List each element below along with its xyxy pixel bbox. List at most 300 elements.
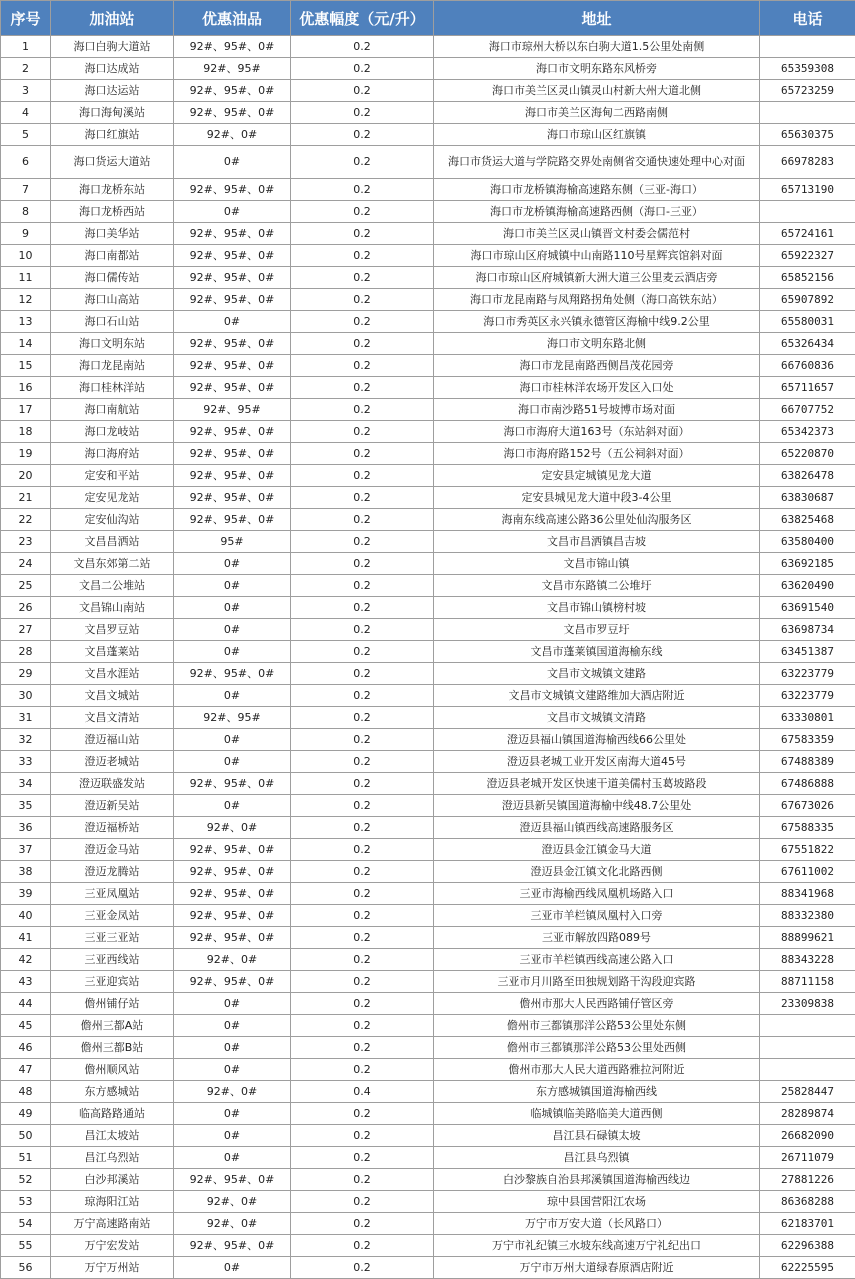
cell-address: 定安县定城镇见龙大道 bbox=[434, 465, 760, 487]
cell-phone: 66978283 bbox=[760, 146, 855, 179]
cell-index: 17 bbox=[1, 399, 51, 421]
header-discount: 优惠幅度（元/升） bbox=[291, 1, 434, 36]
cell-index: 29 bbox=[1, 663, 51, 685]
table-row bbox=[1, 1081, 855, 1103]
table-row bbox=[1, 1125, 855, 1147]
table-row bbox=[1, 1235, 855, 1257]
cell-index: 42 bbox=[1, 949, 51, 971]
cell-station: 白沙邦溪站 bbox=[51, 1169, 174, 1191]
cell-discount: 0.2 bbox=[291, 531, 434, 553]
cell-address: 海口市货运大道与学院路交界处南侧省交通快速处理中心对面 bbox=[434, 146, 760, 179]
cell-phone: 63620490 bbox=[760, 575, 855, 597]
table-row bbox=[1, 641, 855, 663]
cell-address: 文昌市锦山镇 bbox=[434, 553, 760, 575]
cell-index: 5 bbox=[1, 124, 51, 146]
cell-phone: 67611002 bbox=[760, 861, 855, 883]
cell-phone: 66760836 bbox=[760, 355, 855, 377]
header-address: 地址 bbox=[434, 1, 760, 36]
cell-phone: 65326434 bbox=[760, 333, 855, 355]
cell-station: 三亚凤凰站 bbox=[51, 883, 174, 905]
cell-address: 昌江县石碌镇太坡 bbox=[434, 1125, 760, 1147]
cell-index: 30 bbox=[1, 685, 51, 707]
table-row bbox=[1, 883, 855, 905]
cell-fuel: 0# bbox=[174, 1257, 291, 1279]
cell-phone bbox=[760, 1037, 855, 1059]
cell-phone bbox=[760, 36, 855, 58]
cell-index: 10 bbox=[1, 245, 51, 267]
table-row bbox=[1, 1169, 855, 1191]
table-row bbox=[1, 795, 855, 817]
cell-phone: 67588335 bbox=[760, 817, 855, 839]
cell-phone: 62296388 bbox=[760, 1235, 855, 1257]
cell-index: 23 bbox=[1, 531, 51, 553]
cell-index: 53 bbox=[1, 1191, 51, 1213]
cell-discount: 0.2 bbox=[291, 575, 434, 597]
cell-index: 13 bbox=[1, 311, 51, 333]
cell-index: 40 bbox=[1, 905, 51, 927]
cell-index: 46 bbox=[1, 1037, 51, 1059]
cell-station: 海口达运站 bbox=[51, 80, 174, 102]
cell-discount: 0.2 bbox=[291, 685, 434, 707]
cell-discount: 0.2 bbox=[291, 311, 434, 333]
cell-phone: 65852156 bbox=[760, 267, 855, 289]
cell-index: 44 bbox=[1, 993, 51, 1015]
cell-index: 6 bbox=[1, 146, 51, 179]
cell-station: 海口海府站 bbox=[51, 443, 174, 465]
cell-phone: 67583359 bbox=[760, 729, 855, 751]
cell-phone bbox=[760, 201, 855, 223]
table-row bbox=[1, 421, 855, 443]
cell-station: 文昌锦山南站 bbox=[51, 597, 174, 619]
cell-station: 海口南都站 bbox=[51, 245, 174, 267]
table-row bbox=[1, 597, 855, 619]
header-fuel: 优惠油品 bbox=[174, 1, 291, 36]
cell-index: 50 bbox=[1, 1125, 51, 1147]
cell-phone: 28289874 bbox=[760, 1103, 855, 1125]
cell-fuel: 0# bbox=[174, 597, 291, 619]
cell-discount: 0.2 bbox=[291, 179, 434, 201]
header-index: 序号 bbox=[1, 1, 51, 36]
cell-fuel: 92#、0# bbox=[174, 949, 291, 971]
cell-station: 海口文明东站 bbox=[51, 333, 174, 355]
cell-discount: 0.2 bbox=[291, 817, 434, 839]
cell-fuel: 0# bbox=[174, 553, 291, 575]
table-row bbox=[1, 993, 855, 1015]
cell-index: 11 bbox=[1, 267, 51, 289]
table-row bbox=[1, 377, 855, 399]
header-station: 加油站 bbox=[51, 1, 174, 36]
cell-address: 海南东线高速公路36公里处仙沟服务区 bbox=[434, 509, 760, 531]
cell-phone: 65907892 bbox=[760, 289, 855, 311]
cell-station: 澄迈福山站 bbox=[51, 729, 174, 751]
cell-discount: 0.2 bbox=[291, 729, 434, 751]
table-row bbox=[1, 1257, 855, 1279]
cell-station: 海口儒传站 bbox=[51, 267, 174, 289]
cell-phone: 88899621 bbox=[760, 927, 855, 949]
cell-fuel: 0# bbox=[174, 1059, 291, 1081]
cell-station: 文昌二公堆站 bbox=[51, 575, 174, 597]
cell-fuel: 92#、0# bbox=[174, 1191, 291, 1213]
cell-phone bbox=[760, 1059, 855, 1081]
cell-discount: 0.2 bbox=[291, 949, 434, 971]
cell-index: 32 bbox=[1, 729, 51, 751]
cell-address: 文昌市罗豆圩 bbox=[434, 619, 760, 641]
cell-phone: 67673026 bbox=[760, 795, 855, 817]
cell-index: 9 bbox=[1, 223, 51, 245]
cell-fuel: 92#、95#、0# bbox=[174, 927, 291, 949]
cell-phone: 88332380 bbox=[760, 905, 855, 927]
cell-discount: 0.2 bbox=[291, 102, 434, 124]
cell-fuel: 92#、95#、0# bbox=[174, 663, 291, 685]
cell-index: 4 bbox=[1, 102, 51, 124]
cell-address: 儋州市三都镇那洋公路53公里处东侧 bbox=[434, 1015, 760, 1037]
cell-fuel: 92#、95#、0# bbox=[174, 245, 291, 267]
cell-address: 文昌市文城镇文清路 bbox=[434, 707, 760, 729]
cell-address: 万宁市万安大道（长风路口） bbox=[434, 1213, 760, 1235]
cell-discount: 0.2 bbox=[291, 751, 434, 773]
cell-fuel: 95# bbox=[174, 531, 291, 553]
cell-station: 三亚三亚站 bbox=[51, 927, 174, 949]
table-row bbox=[1, 487, 855, 509]
cell-fuel: 92#、95#、0# bbox=[174, 839, 291, 861]
cell-address: 文昌市文城镇文建路维加大酒店附近 bbox=[434, 685, 760, 707]
table-row bbox=[1, 1059, 855, 1081]
cell-address: 儋州市三都镇那洋公路53公里处西侧 bbox=[434, 1037, 760, 1059]
cell-station: 定安和平站 bbox=[51, 465, 174, 487]
table-row bbox=[1, 751, 855, 773]
cell-station: 澄迈福桥站 bbox=[51, 817, 174, 839]
cell-phone: 65359308 bbox=[760, 58, 855, 80]
cell-station: 海口红旗站 bbox=[51, 124, 174, 146]
cell-fuel: 0# bbox=[174, 575, 291, 597]
cell-address: 海口市龙昆南路与凤翔路拐角处侧（海口高铁东站） bbox=[434, 289, 760, 311]
cell-address: 昌江县乌烈镇 bbox=[434, 1147, 760, 1169]
cell-discount: 0.2 bbox=[291, 1257, 434, 1279]
cell-station: 琼海阳江站 bbox=[51, 1191, 174, 1213]
cell-discount: 0.2 bbox=[291, 861, 434, 883]
cell-phone: 65342373 bbox=[760, 421, 855, 443]
cell-phone: 88343228 bbox=[760, 949, 855, 971]
table-row bbox=[1, 707, 855, 729]
cell-phone: 65580031 bbox=[760, 311, 855, 333]
cell-index: 43 bbox=[1, 971, 51, 993]
table-row bbox=[1, 289, 855, 311]
cell-fuel: 92#、95#、0# bbox=[174, 1169, 291, 1191]
cell-discount: 0.2 bbox=[291, 36, 434, 58]
cell-discount: 0.2 bbox=[291, 707, 434, 729]
cell-address: 三亚市月川路至田独规划路干沟段迎宾路 bbox=[434, 971, 760, 993]
table-row bbox=[1, 729, 855, 751]
cell-index: 2 bbox=[1, 58, 51, 80]
cell-fuel: 0# bbox=[174, 1015, 291, 1037]
cell-discount: 0.2 bbox=[291, 201, 434, 223]
cell-station: 三亚金凤站 bbox=[51, 905, 174, 927]
cell-fuel: 0# bbox=[174, 1103, 291, 1125]
cell-index: 34 bbox=[1, 773, 51, 795]
cell-fuel: 92#、0# bbox=[174, 124, 291, 146]
table-row bbox=[1, 102, 855, 124]
cell-station: 海口桂林洋站 bbox=[51, 377, 174, 399]
cell-discount: 0.2 bbox=[291, 839, 434, 861]
table-row bbox=[1, 36, 855, 58]
cell-station: 定安见龙站 bbox=[51, 487, 174, 509]
cell-address: 海口市秀英区永兴镇永德管区海榆中线9.2公里 bbox=[434, 311, 760, 333]
cell-discount: 0.2 bbox=[291, 289, 434, 311]
cell-discount: 0.2 bbox=[291, 377, 434, 399]
cell-discount: 0.2 bbox=[291, 641, 434, 663]
table-row bbox=[1, 1191, 855, 1213]
cell-station: 三亚西线站 bbox=[51, 949, 174, 971]
cell-discount: 0.2 bbox=[291, 124, 434, 146]
cell-phone: 63698734 bbox=[760, 619, 855, 641]
cell-index: 48 bbox=[1, 1081, 51, 1103]
table-row bbox=[1, 443, 855, 465]
cell-address: 海口市南沙路51号坡博市场对面 bbox=[434, 399, 760, 421]
cell-station: 海口海甸溪站 bbox=[51, 102, 174, 124]
cell-index: 31 bbox=[1, 707, 51, 729]
cell-address: 文昌市锦山镇榜村坡 bbox=[434, 597, 760, 619]
table-row bbox=[1, 1147, 855, 1169]
cell-discount: 0.2 bbox=[291, 993, 434, 1015]
cell-discount: 0.2 bbox=[291, 223, 434, 245]
cell-station: 海口龙桥东站 bbox=[51, 179, 174, 201]
cell-address: 海口市文明东路东风桥旁 bbox=[434, 58, 760, 80]
cell-address: 海口市琼山区红旗镇 bbox=[434, 124, 760, 146]
cell-fuel: 92#、95#、0# bbox=[174, 289, 291, 311]
cell-address: 海口市美兰区海甸二西路南侧 bbox=[434, 102, 760, 124]
header-phone: 电话 bbox=[760, 1, 855, 36]
cell-index: 51 bbox=[1, 1147, 51, 1169]
cell-station: 东方感城站 bbox=[51, 1081, 174, 1103]
cell-discount: 0.2 bbox=[291, 509, 434, 531]
table-row bbox=[1, 333, 855, 355]
cell-address: 文昌市昌洒镇昌吉坡 bbox=[434, 531, 760, 553]
cell-fuel: 0# bbox=[174, 729, 291, 751]
cell-discount: 0.2 bbox=[291, 1191, 434, 1213]
cell-fuel: 0# bbox=[174, 1125, 291, 1147]
cell-index: 16 bbox=[1, 377, 51, 399]
table-body bbox=[1, 36, 855, 1279]
cell-station: 文昌文清站 bbox=[51, 707, 174, 729]
cell-address: 海口市琼州大桥以东白驹大道1.5公里处南侧 bbox=[434, 36, 760, 58]
cell-discount: 0.2 bbox=[291, 1235, 434, 1257]
cell-discount: 0.2 bbox=[291, 333, 434, 355]
cell-station: 定安仙沟站 bbox=[51, 509, 174, 531]
cell-discount: 0.2 bbox=[291, 487, 434, 509]
cell-phone: 63223779 bbox=[760, 663, 855, 685]
cell-discount: 0.2 bbox=[291, 465, 434, 487]
cell-fuel: 92#、95#、0# bbox=[174, 333, 291, 355]
cell-station: 海口南航站 bbox=[51, 399, 174, 421]
cell-station: 澄迈金马站 bbox=[51, 839, 174, 861]
table-row bbox=[1, 223, 855, 245]
cell-discount: 0.2 bbox=[291, 663, 434, 685]
table-row bbox=[1, 817, 855, 839]
cell-discount: 0.2 bbox=[291, 773, 434, 795]
cell-fuel: 92#、95#、0# bbox=[174, 179, 291, 201]
cell-station: 海口龙桥西站 bbox=[51, 201, 174, 223]
cell-station: 海口石山站 bbox=[51, 311, 174, 333]
cell-phone: 65220870 bbox=[760, 443, 855, 465]
cell-address: 三亚市羊栏镇凤凰村入口旁 bbox=[434, 905, 760, 927]
cell-fuel: 92#、95#、0# bbox=[174, 355, 291, 377]
cell-fuel: 0# bbox=[174, 619, 291, 641]
cell-station: 海口美华站 bbox=[51, 223, 174, 245]
cell-discount: 0.2 bbox=[291, 58, 434, 80]
table-row bbox=[1, 1103, 855, 1125]
header-row bbox=[1, 1, 855, 36]
cell-station: 海口龙岐站 bbox=[51, 421, 174, 443]
cell-fuel: 92#、95#、0# bbox=[174, 509, 291, 531]
cell-phone: 23309838 bbox=[760, 993, 855, 1015]
cell-fuel: 92#、95#、0# bbox=[174, 1235, 291, 1257]
cell-discount: 0.2 bbox=[291, 619, 434, 641]
cell-discount: 0.2 bbox=[291, 443, 434, 465]
cell-fuel: 92#、95#、0# bbox=[174, 487, 291, 509]
cell-phone: 27881226 bbox=[760, 1169, 855, 1191]
cell-discount: 0.2 bbox=[291, 1037, 434, 1059]
cell-phone: 63451387 bbox=[760, 641, 855, 663]
cell-phone: 26682090 bbox=[760, 1125, 855, 1147]
table-row bbox=[1, 971, 855, 993]
cell-index: 14 bbox=[1, 333, 51, 355]
cell-phone: 65630375 bbox=[760, 124, 855, 146]
table-row bbox=[1, 575, 855, 597]
cell-fuel: 92#、95#、0# bbox=[174, 861, 291, 883]
table-row bbox=[1, 1037, 855, 1059]
table-row bbox=[1, 531, 855, 553]
table-row bbox=[1, 1213, 855, 1235]
cell-address: 澄迈县新吴镇国道海榆中线48.7公里处 bbox=[434, 795, 760, 817]
cell-phone: 67551822 bbox=[760, 839, 855, 861]
cell-index: 36 bbox=[1, 817, 51, 839]
table-row bbox=[1, 839, 855, 861]
cell-index: 20 bbox=[1, 465, 51, 487]
cell-station: 海口山高站 bbox=[51, 289, 174, 311]
cell-address: 海口市文明东路北侧 bbox=[434, 333, 760, 355]
cell-station: 文昌东郊第二站 bbox=[51, 553, 174, 575]
table-row bbox=[1, 949, 855, 971]
cell-index: 38 bbox=[1, 861, 51, 883]
cell-index: 49 bbox=[1, 1103, 51, 1125]
cell-index: 24 bbox=[1, 553, 51, 575]
cell-fuel: 92#、95#、0# bbox=[174, 102, 291, 124]
cell-index: 19 bbox=[1, 443, 51, 465]
cell-phone: 67486888 bbox=[760, 773, 855, 795]
cell-address: 三亚市解放四路089号 bbox=[434, 927, 760, 949]
cell-station: 澄迈龙腾站 bbox=[51, 861, 174, 883]
cell-address: 东方感城镇国道海榆西线 bbox=[434, 1081, 760, 1103]
cell-discount: 0.2 bbox=[291, 245, 434, 267]
cell-fuel: 92#、95#、0# bbox=[174, 421, 291, 443]
cell-discount: 0.2 bbox=[291, 971, 434, 993]
cell-index: 56 bbox=[1, 1257, 51, 1279]
cell-index: 54 bbox=[1, 1213, 51, 1235]
table-row bbox=[1, 773, 855, 795]
cell-index: 55 bbox=[1, 1235, 51, 1257]
table-row bbox=[1, 245, 855, 267]
cell-fuel: 0# bbox=[174, 795, 291, 817]
cell-station: 三亚迎宾站 bbox=[51, 971, 174, 993]
table-row bbox=[1, 201, 855, 223]
cell-address: 海口市龙昆南路西侧昌茂花园旁 bbox=[434, 355, 760, 377]
cell-phone: 65724161 bbox=[760, 223, 855, 245]
cell-address: 澄迈县老城开发区快速干道美儒村玉葛坡路段 bbox=[434, 773, 760, 795]
cell-fuel: 92#、95#、0# bbox=[174, 36, 291, 58]
cell-fuel: 92#、95#、0# bbox=[174, 443, 291, 465]
table-row bbox=[1, 685, 855, 707]
cell-station: 澄迈新吴站 bbox=[51, 795, 174, 817]
cell-station: 澄迈联盛发站 bbox=[51, 773, 174, 795]
cell-address: 海口市海府大道163号（东站斜对面） bbox=[434, 421, 760, 443]
cell-address: 万宁市万州大道绿春原酒店附近 bbox=[434, 1257, 760, 1279]
cell-station: 儋州三都A站 bbox=[51, 1015, 174, 1037]
cell-station: 文昌罗豆站 bbox=[51, 619, 174, 641]
cell-address: 海口市海府路152号（五公祠斜对面） bbox=[434, 443, 760, 465]
cell-address: 海口市琼山区府城镇新大洲大道三公里麦云酒店旁 bbox=[434, 267, 760, 289]
cell-phone: 62225595 bbox=[760, 1257, 855, 1279]
cell-phone: 63223779 bbox=[760, 685, 855, 707]
cell-station: 文昌蓬莱站 bbox=[51, 641, 174, 663]
cell-station: 昌江乌烈站 bbox=[51, 1147, 174, 1169]
cell-fuel: 92#、0# bbox=[174, 817, 291, 839]
cell-phone: 86368288 bbox=[760, 1191, 855, 1213]
table-row bbox=[1, 619, 855, 641]
cell-index: 12 bbox=[1, 289, 51, 311]
cell-discount: 0.2 bbox=[291, 146, 434, 179]
cell-address: 文昌市文城镇文建路 bbox=[434, 663, 760, 685]
table-row bbox=[1, 465, 855, 487]
cell-index: 26 bbox=[1, 597, 51, 619]
cell-address: 海口市龙桥镇海榆高速路东侧（三亚-海口） bbox=[434, 179, 760, 201]
cell-discount: 0.2 bbox=[291, 1169, 434, 1191]
cell-index: 8 bbox=[1, 201, 51, 223]
cell-discount: 0.2 bbox=[291, 553, 434, 575]
cell-discount: 0.2 bbox=[291, 927, 434, 949]
cell-index: 7 bbox=[1, 179, 51, 201]
cell-phone bbox=[760, 1015, 855, 1037]
cell-address: 海口市美兰区灵山镇灵山村新大州大道北侧 bbox=[434, 80, 760, 102]
cell-address: 澄迈县金江镇文化北路西侧 bbox=[434, 861, 760, 883]
cell-discount: 0.2 bbox=[291, 1059, 434, 1081]
cell-address: 文昌市蓬莱镇国道海榆东线 bbox=[434, 641, 760, 663]
cell-fuel: 92#、95#、0# bbox=[174, 80, 291, 102]
cell-index: 45 bbox=[1, 1015, 51, 1037]
cell-fuel: 92#、95#、0# bbox=[174, 267, 291, 289]
cell-index: 39 bbox=[1, 883, 51, 905]
cell-address: 儋州市那大人民大道西路雅拉河附近 bbox=[434, 1059, 760, 1081]
cell-address: 文昌市东路镇二公堆圩 bbox=[434, 575, 760, 597]
cell-fuel: 0# bbox=[174, 201, 291, 223]
cell-fuel: 92#、95# bbox=[174, 399, 291, 421]
cell-index: 21 bbox=[1, 487, 51, 509]
table-row bbox=[1, 124, 855, 146]
cell-index: 15 bbox=[1, 355, 51, 377]
table-row bbox=[1, 58, 855, 80]
table-row bbox=[1, 146, 855, 179]
cell-phone bbox=[760, 102, 855, 124]
cell-fuel: 0# bbox=[174, 146, 291, 179]
table-header bbox=[1, 1, 855, 36]
cell-station: 临高路路通站 bbox=[51, 1103, 174, 1125]
cell-fuel: 92#、95#、0# bbox=[174, 905, 291, 927]
cell-address: 儋州市那大人民西路铺仔管区旁 bbox=[434, 993, 760, 1015]
cell-index: 22 bbox=[1, 509, 51, 531]
cell-index: 18 bbox=[1, 421, 51, 443]
cell-index: 37 bbox=[1, 839, 51, 861]
table-row bbox=[1, 355, 855, 377]
cell-station: 海口龙昆南站 bbox=[51, 355, 174, 377]
